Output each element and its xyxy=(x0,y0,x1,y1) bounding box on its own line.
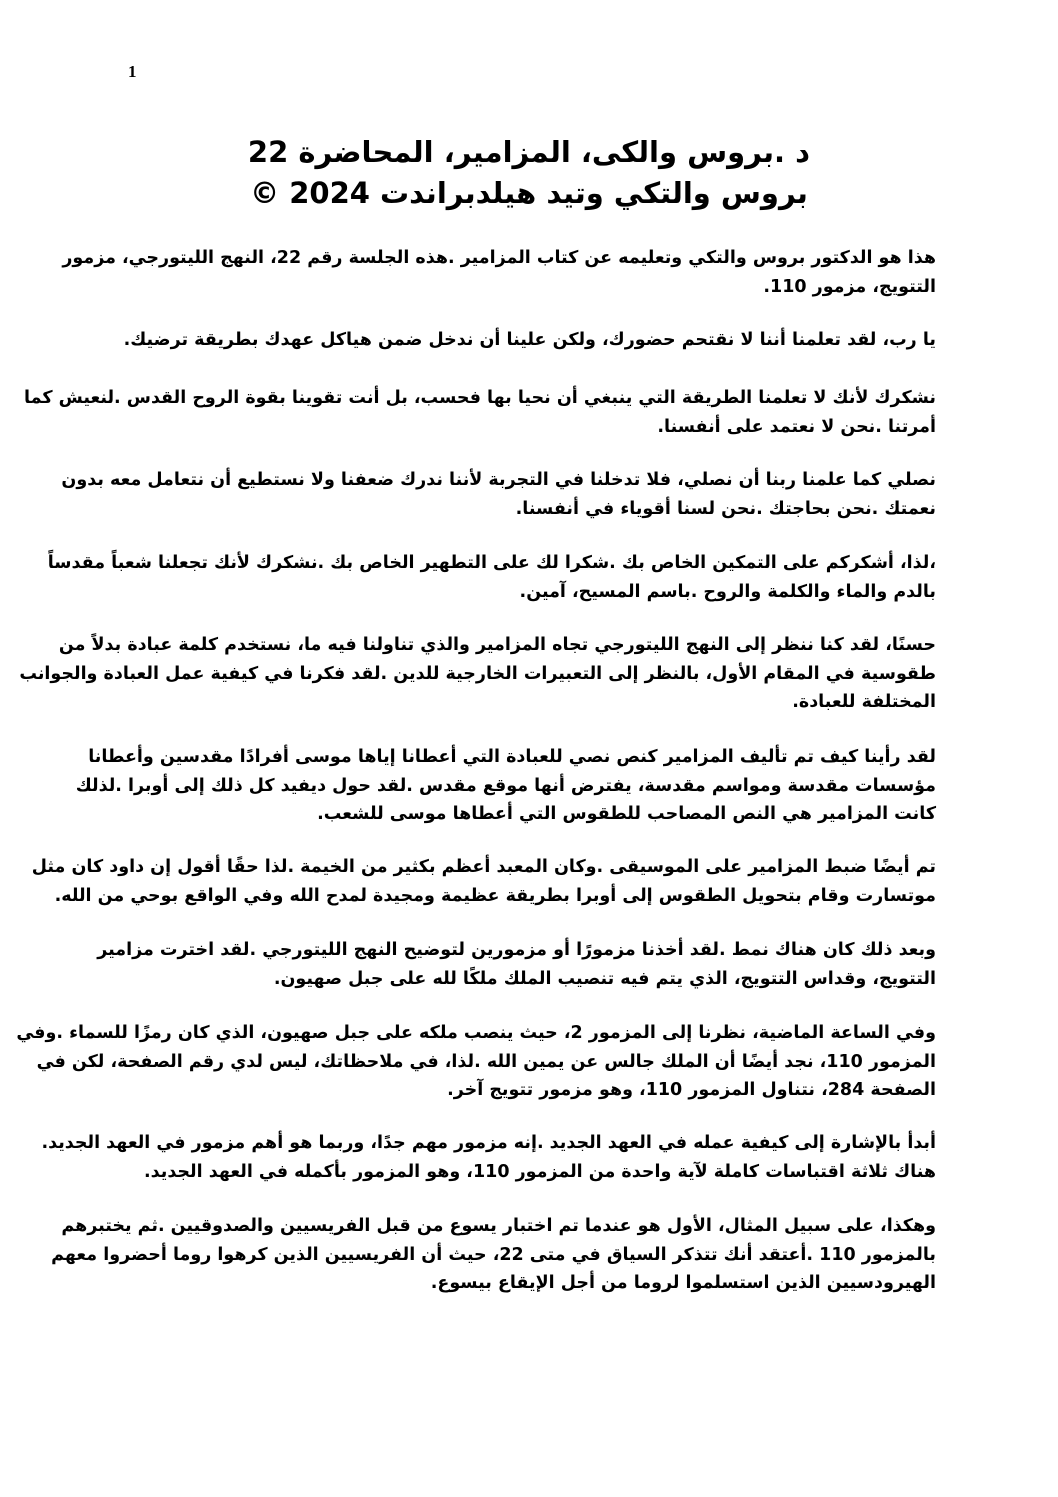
document-title-line-2: بروس والتكي وتيد هيلدبراندت 2024 © xyxy=(250,176,808,210)
paragraph xyxy=(97,936,936,993)
paragraph-line: حسنًا، لقد كنا ننظر إلى النهج الليتورجي تجاه المزامير والذي تناولنا فيه ما، نستخدم كلمة عبادة بدلاً من xyxy=(58,635,936,655)
paragraph-line: بالمزمور 110 .أعتقد أنك تتذكر السياق في متى 22، حيث أن الفريسيين الذين كرهوا روما أحضروا معهم xyxy=(51,1244,936,1265)
paragraph-line: أمرتنا .نحن لا نعتمد على أنفسنا. xyxy=(657,416,936,437)
paragraph xyxy=(47,549,936,606)
paragraph-line: كانت المزامير هي النص المصاحب للطقوس التي أعطاها موسى للشعب. xyxy=(317,804,936,824)
paragraph-line: وبعد ذلك كان هناك نمط .لقد أخذنا مزمورًا أو مزمورين لتوضيح النهج الليتورجي .لقد اخترت مزامير xyxy=(97,940,936,960)
paragraph-line: الهيرودسيين الذين استسلموا لروما من أجل الإيقاع بيسوع. xyxy=(430,1273,936,1293)
paragraph-line: وفي الساعة الماضية، نظرنا إلى المزمور 2، حيث ينصب ملكه على جبل صهيون، الذي كان رمزًا للسماء .وفي xyxy=(16,1023,936,1043)
paragraph xyxy=(51,1212,936,1298)
paragraph-line: نشكرك لأنك لا تعلمنا الطريقة التي ينبغي أن نحيا بها فحسب، بل أنت تقوينا بقوة الروح القدس .لنعيش كما xyxy=(24,388,936,408)
paragraph-line: مؤسسات مقدسة ومواسم مقدسة، يفترض أنها موقع مقدس .لقد حول ديفيد كل ذلك إلى أوبرا .لذلك xyxy=(75,775,936,796)
paragraph xyxy=(31,853,936,910)
paragraph-line: موتسارت وقام بتحويل الطقوس إلى أوبرا بطريقة عظيمة ومجيدة لمدح الله وفي الواقع بوحي من الله. xyxy=(54,885,936,906)
paragraph-line: وهكذا، على سبيل المثال، الأول هو عندما تم اختبار يسوع من قبل الفريسيين والصدوقيين .ثم يختبرهم xyxy=(61,1216,936,1236)
paragraph-line: نصلي كما علمنا ربنا أن نصلي، فلا تدخلنا في التجربة لأننا ندرك ضعفنا ولا نستطيع أن نتعامل معه بدون xyxy=(61,470,936,490)
paragraph xyxy=(41,1129,936,1186)
paragraph-line: بالدم والماء والكلمة والروح .باسم المسيح، آمين. xyxy=(519,581,936,602)
paragraph-line: طقوسية في المقام الأول، بالنظر إلى التعبيرات الخارجية للدين .لقد فكرنا في كيفية عمل العبادة والجوانب xyxy=(19,663,936,684)
paragraph-line: أبدأ بالإشارة إلى كيفية عمله في العهد الجديد .إنه مزمور مهم جدًا، وربما هو أهم مزمور في العهد الجديد. xyxy=(41,1133,936,1153)
paragraph xyxy=(62,244,936,301)
document-title-line-1: د .بروس والكى، المزامير، المحاضرة 22 xyxy=(247,135,811,169)
paragraph-line: الصفحة 284، نتناول المزمور 110، وهو مزمور تتويج آخر. xyxy=(447,1080,936,1100)
paragraph xyxy=(75,743,936,829)
page-number: 1 xyxy=(128,62,137,81)
paragraph-line: هذا هو الدكتور بروس والتكي وتعليمه عن كتاب المزامير .هذه الجلسة رقم 22، النهج الليتورجي، مزمور xyxy=(62,248,936,268)
paragraph-line: المزمور 110، نجد أيضًا أن الملك جالس عن يمين الله .لذا، في ملاحظاتك، ليس لدي رقم الصفحة، لكن في xyxy=(36,1051,936,1072)
paragraph-line: هناك ثلاثة اقتباسات كاملة لآية واحدة من المزمور 110، وهو المزمور بأكمله في العهد الجديد. xyxy=(144,1161,936,1182)
paragraph-line: المختلفة للعبادة. xyxy=(792,692,936,712)
paragraph-line: يا رب، لقد تعلمنا أننا لا نقتحم حضورك، ولكن علينا أن ندخل ضمن هياكل عهدك بطريقة ترضيك. xyxy=(123,330,936,350)
paragraph-line: تم أيضًا ضبط المزامير على الموسيقى .وكان المعبد أعظم بكثير من الخيمة .لذا حقًا أقول إن داود كان مثل xyxy=(31,857,936,877)
paragraph xyxy=(24,384,936,441)
paragraph-line: لقد رأينا كيف تم تأليف المزامير كنص نصي للعبادة التي أعطانا إياها موسى أفرادًا مقدسين وأعطانا xyxy=(88,747,936,767)
paragraph-line: التتويج، وقداس التتويج، الذي يتم فيه تنصيب الملك ملكًا لله على جبل صهيون. xyxy=(273,968,936,989)
paragraph-line: ،لذا، أشكركم على التمكين الخاص بك .شكرا لك على التطهير الخاص بك .نشكرك لأنك تجعلنا شعباً مقدساً xyxy=(47,553,936,573)
paragraph-line: التتويج، مزمور 110. xyxy=(763,276,936,297)
paragraph-line: نعمتك .نحن بحاجتك .نحن لسنا أقوياء في أنفسنا. xyxy=(515,498,936,519)
paragraph xyxy=(19,631,936,717)
paragraph xyxy=(116,326,936,355)
paragraph xyxy=(61,466,936,523)
paragraph xyxy=(16,1019,936,1105)
